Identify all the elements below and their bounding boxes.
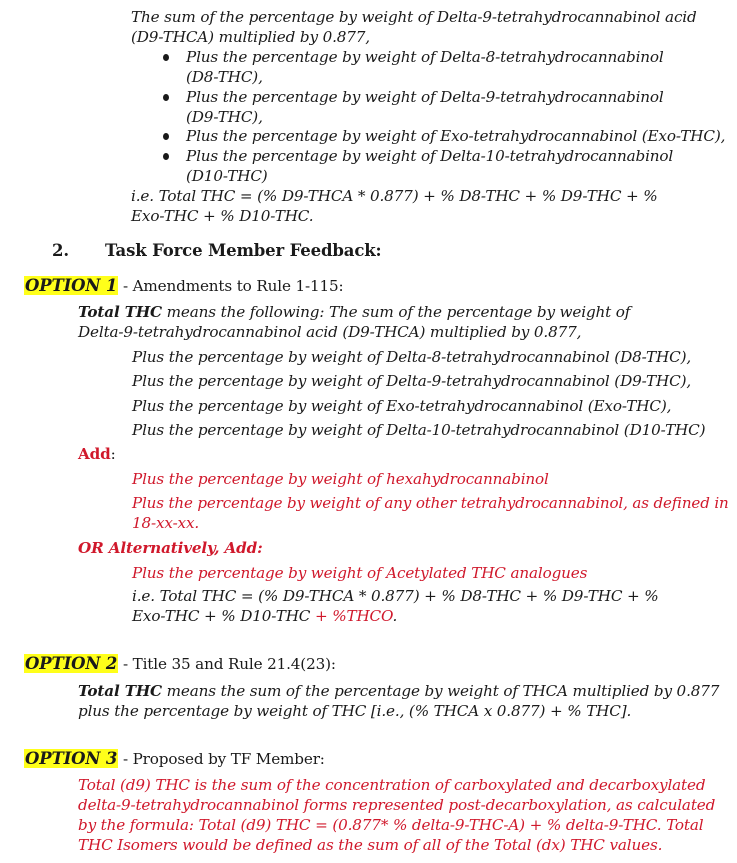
option-1-alternative-heading: OR Alternatively, Add: [78,539,263,557]
option-1-heading [24,276,343,296]
section-number: 2. [52,241,69,260]
option-1-add-line: Plus the percentage by weight of hexahydrocannabinol [132,470,549,488]
option-1-formula-line-2 [132,606,397,626]
add-label: Add [78,445,111,463]
option-1-add-heading [78,444,116,464]
intro-bullet-3-line-1: Plus the percentage by weight of Exo-tetrahydrocannabinol (Exo-THC), [186,127,726,145]
option-1-plus-line: Plus the percentage by weight of Delta-10-tetrahydrocannabinol (D10-THC) [132,421,706,439]
intro-line-2: (D9-THCA) multiplied by 0.877, [131,28,370,46]
option-3-line: Total (d9) THC is the sum of the concentration of carboxylated and decarboxylated [78,776,706,794]
option-1-label: OPTION 1 [25,276,118,295]
option-1-add-line: Plus the percentage by weight of any other tetrahydrocannabinol, as defined in [132,494,729,512]
formula-thco-addition: + %THCO [310,607,393,625]
bullet-icon [163,153,169,160]
option-1-plus-line: Plus the percentage by weight of Delta-8-tetrahydrocannabinol (D8-THC), [132,348,692,366]
option-1-formula-line-1: i.e. Total THC = (% D9-THCA * 0.877) + % D8-THC + % D9-THC + % [132,587,659,605]
option-1-plus-line: Plus the percentage by weight of Exo-tetrahydrocannabinol (Exo-THC), [132,397,672,415]
option-2-heading [24,654,336,674]
option-2-label: OPTION 2 [25,654,118,673]
option-2-term: Total THC [78,682,162,700]
option-2-description: - Title 35 and Rule 21.4(23): [118,655,336,673]
add-colon: : [110,445,116,463]
intro-bullet-4-line-2: (D10-THC) [186,167,268,185]
formula-base: Exo-THC + % D10-THC [132,607,311,625]
intro-bullet-2-line-2: (D9-THC), [186,108,263,126]
option-3-description: - Proposed by TF Member: [118,750,325,768]
intro-bullet-1-line-1: Plus the percentage by weight of Delta-8-tetrahydrocannabinol [186,48,664,66]
intro-formula-line-1: i.e. Total THC = (% D9-THCA * 0.877) + % D8-THC + % D9-THC + % [131,187,658,205]
section-title: Task Force Member Feedback: [105,241,382,260]
formula-period: . [392,607,398,625]
option-3-line: by the formula: Total (d9) THC = (0.877* % delta-9-THC-A) + % delta-9-THC. Total [78,816,704,834]
option-2-definition-line-2: plus the percentage by weight of THC [i.e., (% THCA x 0.877) + % THC]. [78,702,632,720]
bullet-icon [163,54,169,61]
option-1-definition-line-1 [78,302,630,322]
option-1-description: - Amendments to Rule 1-115: [118,277,344,295]
intro-formula-line-2: Exo-THC + % D10-THC. [131,207,314,225]
option-1-term: Total THC [78,303,162,321]
bullet-icon [163,133,169,140]
option-1-alternative-line: Plus the percentage by weight of Acetylated THC analogues [132,564,588,582]
option-1-add-line: 18-xx-xx. [132,514,200,532]
option-3-label: OPTION 3 [25,749,118,768]
option-2-definition-line-1 [78,681,719,701]
option-3-line: delta-9-tetrahydrocannabinol forms represented post-decarboxylation, as calculated [78,796,716,814]
option-3-line: THC Isomers would be defined as the sum of all of the Total (dx) THC values. [78,836,663,854]
intro-bullet-4-line-1: Plus the percentage by weight of Delta-10-tetrahydrocannabinol [186,147,674,165]
option-1-plus-line: Plus the percentage by weight of Delta-9-tetrahydrocannabinol (D9-THC), [132,372,692,390]
intro-bullet-2-line-1: Plus the percentage by weight of Delta-9-tetrahydrocannabinol [186,88,664,106]
option-1-definition-line-2: Delta-9-tetrahydrocannabinol acid (D9-THCA) multiplied by 0.877, [78,323,582,341]
option-2-def-text: means the sum of the percentage by weight of THCA multiplied by 0.877 [162,682,720,700]
bullet-icon [163,94,169,101]
intro-bullet-1-line-2: (D8-THC), [186,68,263,86]
option-1-def-text: means the following: The sum of the percentage by weight of [162,303,631,321]
intro-line-1: The sum of the percentage by weight of Delta-9-tetrahydrocannabinol acid [131,8,697,26]
option-3-heading [24,749,325,769]
